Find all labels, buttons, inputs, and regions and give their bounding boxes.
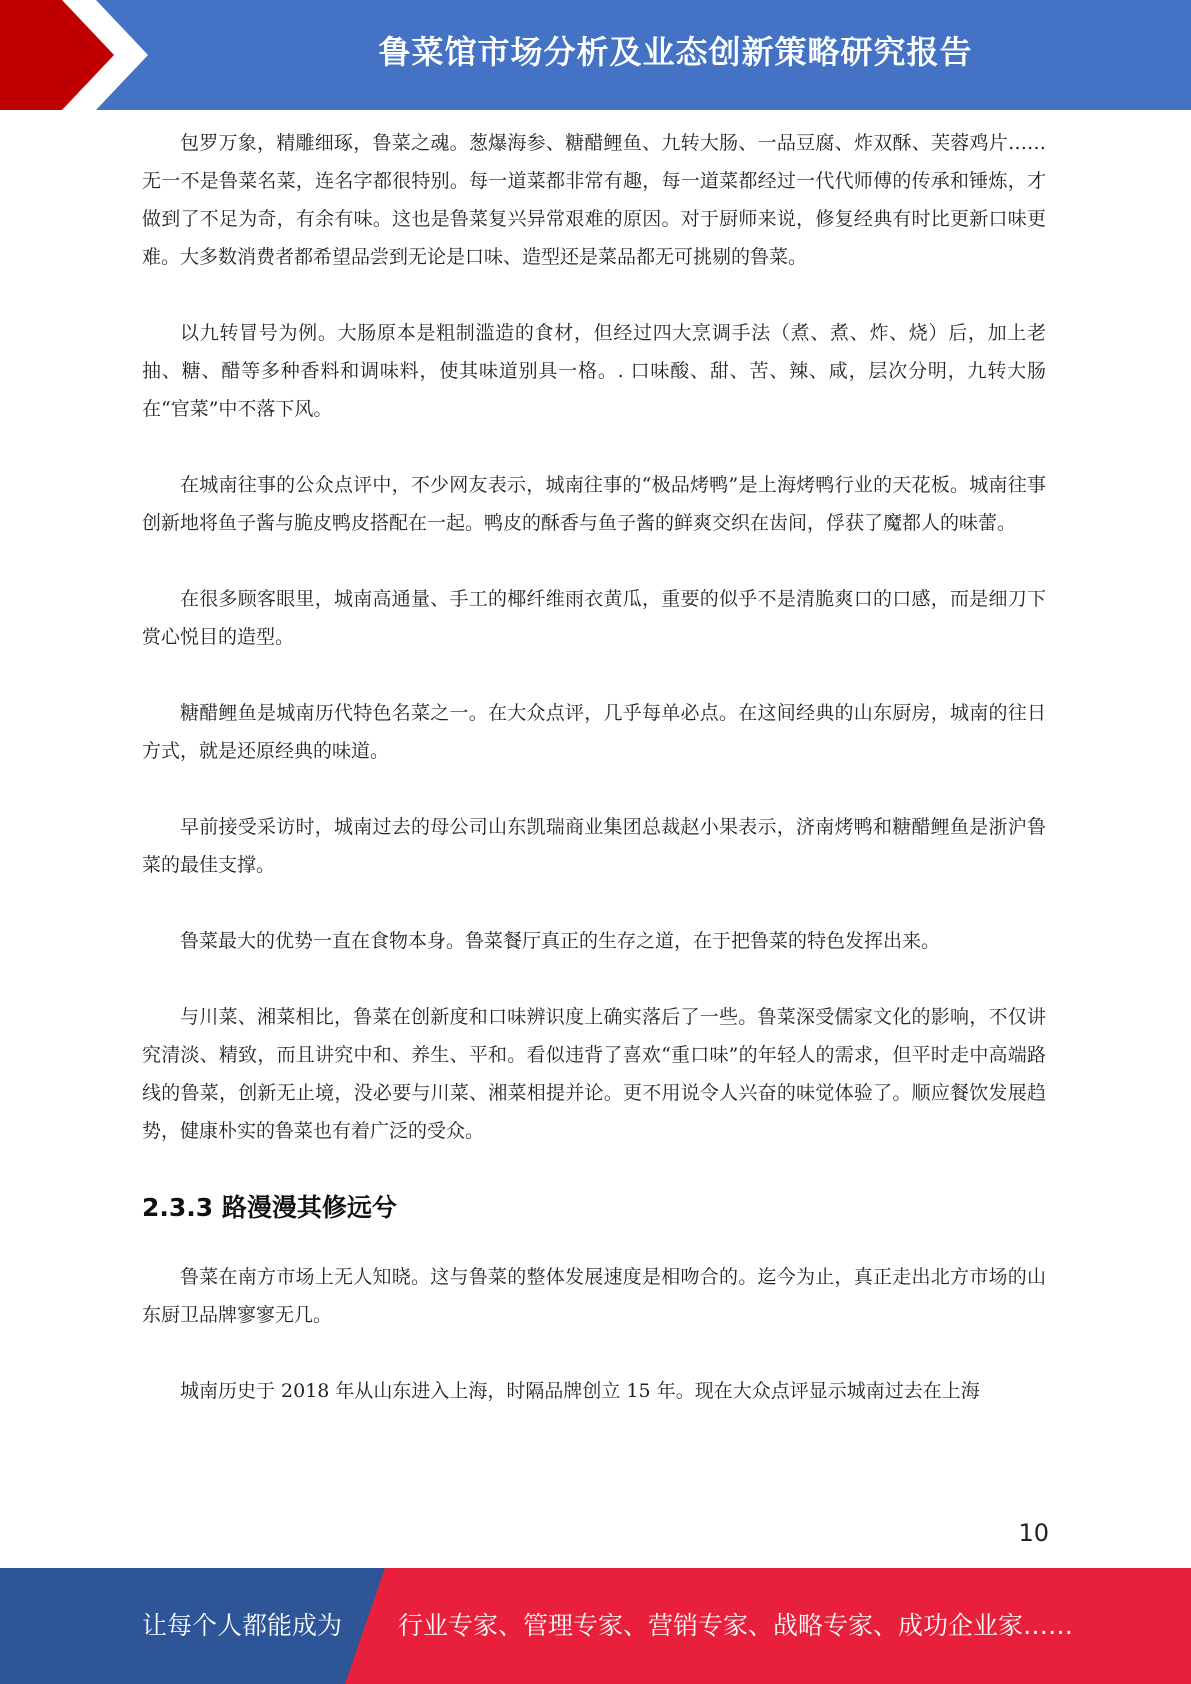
paragraph: 在很多顾客眼里，城南高通量、手工的椰纤维雨衣黄瓜，重要的似乎不是清脆爽口的口感，而是细刀下赏心悦目的造型。 <box>142 588 1046 648</box>
paragraph: 鲁菜最大的优势一直在食物本身。鲁菜餐厅真正的生存之道，在于把鲁菜的特色发挥出来。 <box>180 930 941 952</box>
paragraph: 与川菜、湘菜相比，鲁菜在创新度和口味辨识度上确实落后了一些。鲁菜深受儒家文化的影响，不仅讲究清淡、精致，而且讲究中和、养生、平和。看似违背了喜欢“重口味”的年轻人的需求，但平时走中高端路线的鲁菜，创新无止境，没必要与川菜、湘菜相提并论。更不用说令人兴奋的味觉体验了。顺应餐饮发展趋势，健康朴实的鲁菜也有着广泛的受众。 <box>142 1006 1046 1142</box>
header-banner <box>0 0 1191 110</box>
page-number: 10 <box>1018 1519 1049 1547</box>
paragraph: 包罗万象，精雕细琢，鲁菜之魂。葱爆海参、糖醋鲤鱼、九转大肠、一品豆腐、炸双酥、芙蓉鸡片……无一不是鲁菜名菜，连名字都很特别。每一道菜都非常有趣，每一道菜都经过一代代师傅的传承和锤炼，才做到了不足为奇，有余有味。这也是鲁菜复兴异常艰难的原因。对于厨师来说，修复经典有时比更新口味更难。大多数消费者都希望品尝到无论是口味、造型还是菜品都无可挑剔的鲁菜。 <box>142 132 1046 268</box>
paragraph: 城南历史于 2018 年从山东进入上海，时隔品牌创立 15 年。现在大众点评显示城南过去在上海 <box>180 1380 980 1402</box>
paragraph: 糖醋鲤鱼是城南历代特色名菜之一。在大众点评，几乎每单必点。在这间经典的山东厨房，城南的往日方式，就是还原经典的味道。 <box>142 702 1046 762</box>
footer-banner <box>0 1568 1191 1684</box>
paragraph: 鲁菜在南方市场上无人知晓。这与鲁菜的整体发展速度是相吻合的。迄今为止，真正走出北方市场的山东厨卫品牌寥寥无几。 <box>142 1266 1046 1326</box>
report-title: 鲁菜馆市场分析及业态创新策略研究报告 <box>378 33 973 71</box>
footer-slogan-left: 让每个人都能成为 <box>142 1611 343 1640</box>
paragraph: 以九转冒号为例。大肠原本是粗制滥造的食材，但经过四大烹调手法（煮、煮、炸、烧）后，加上老抽、糖、醋等多种香料和调味料，使其味道别具一格。. 口味酸、甜、苦、辣、咸，层次分明，九转大肠在“官菜”中不落下风。 <box>142 322 1046 420</box>
section-heading: 2.3.3 路漫漫其修远兮 <box>142 1193 397 1222</box>
header-arrow-decoration <box>0 0 160 110</box>
paragraph: 在城南往事的公众点评中，不少网友表示，城南往事的“极品烤鸭”是上海烤鸭行业的天花板。城南往事创新地将鱼子酱与脆皮鸭皮搭配在一起。鸭皮的酥香与鱼子酱的鲜爽交织在齿间，俘获了魔都人的味蕾。 <box>142 474 1046 534</box>
paragraph: 早前接受采访时，城南过去的母公司山东凯瑞商业集团总裁赵小果表示，济南烤鸭和糖醋鲤鱼是浙沪鲁菜的最佳支撑。 <box>142 816 1046 876</box>
footer-slogan-right: 行业专家、管理专家、营销专家、战略专家、成功企业家…… <box>398 1611 1074 1640</box>
page-content <box>142 124 1046 1448</box>
